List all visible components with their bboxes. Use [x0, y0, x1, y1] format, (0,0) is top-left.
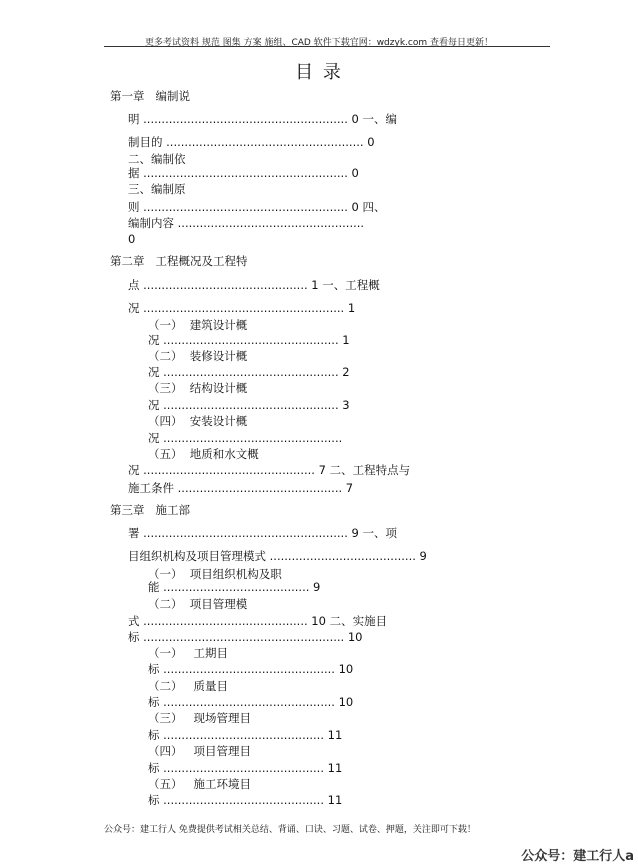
toc-line: 点 ............................................. 1 一、工程概 — [128, 278, 380, 292]
toc-line: 标 ....................................................... 10 — [128, 630, 363, 644]
toc-line: 况 ................................................ 1 — [148, 333, 350, 347]
toc-line: 式 ............................................. 10 二、实施目 — [128, 614, 388, 628]
toc-line: 署 ........................................................ 9 一、项 — [128, 526, 397, 540]
toc-line: 第三章 施工部 — [110, 503, 190, 517]
brand-watermark: 公众号：建工行人a — [521, 849, 634, 864]
toc-line: （二） 质量目 — [148, 679, 228, 693]
toc-line: 二、编制依 — [128, 152, 186, 166]
page-title: 目 录 — [295, 62, 343, 83]
toc-line: 况 ............................................... 7 二、工程特点与 — [128, 463, 411, 477]
toc-line: （二） 装修设计概 — [148, 349, 248, 363]
toc-line: 明 ........................................................ 0 一、编 — [128, 112, 397, 126]
toc-line: 第一章 编制说 — [110, 89, 190, 103]
toc-line: （一） 工期目 — [148, 646, 228, 660]
toc-line: （四） 安装设计概 — [148, 414, 248, 428]
toc-line: （一） 项目组织机构及职 — [148, 567, 282, 581]
toc-line: 标 ............................................ 11 — [148, 793, 343, 807]
page-footer: 公众号：建工行人 免费提供考试相关总结、背诵、口诀、习题、试卷、押题，关注即可下载！ — [104, 825, 476, 835]
toc-line: （二） 项目管理模 — [148, 597, 248, 611]
toc-line: 据 ........................................................ 0 — [128, 166, 359, 180]
toc-line: （五） 地质和水文概 — [148, 447, 259, 461]
toc-line: 况 ....................................................... 1 — [128, 301, 356, 315]
toc-line: 标 ............................................ 11 — [148, 728, 343, 742]
toc-line: 三、编制原 — [128, 182, 186, 196]
toc-line: （三） 现场管理目 — [148, 711, 251, 725]
toc-line: 则 ........................................................ 0 四、 — [128, 200, 386, 214]
page-header: 更多考试资料 规范 图集 方案 施组、CAD 软件下载官网：wdzyk.com 查看每日更新！ — [145, 38, 493, 48]
toc-line: 标 ............................................... 10 — [148, 662, 354, 676]
toc-line: 编制内容 ................................................... — [128, 216, 365, 230]
toc-line: 能 ........................................ 9 — [148, 580, 321, 594]
toc-line: 施工条件 ............................................. 7 — [128, 481, 354, 495]
toc-line: （三） 结构设计概 — [148, 381, 248, 395]
toc-line: （一） 建筑设计概 — [148, 318, 248, 332]
toc-line: 目组织机构及项目管理模式 ........................................ 9 — [128, 549, 427, 563]
toc-line: 标 ............................................... 10 — [148, 695, 354, 709]
toc-line: 况 ................................................ 2 — [148, 365, 350, 379]
toc-line: 况 ................................................ 3 — [148, 398, 350, 412]
toc-line: 况 ................................................. — [148, 431, 343, 445]
toc-line: 0 — [128, 232, 136, 246]
toc-line: （四） 项目管理目 — [148, 744, 251, 758]
header-rule — [104, 46, 550, 47]
toc-line: 第二章 工程概况及工程特 — [110, 254, 248, 268]
toc-line: 标 ............................................ 11 — [148, 761, 343, 775]
toc-line: （五） 施工环境目 — [148, 777, 251, 791]
toc-line: 制目的 ...................................................... 0 — [128, 135, 375, 149]
